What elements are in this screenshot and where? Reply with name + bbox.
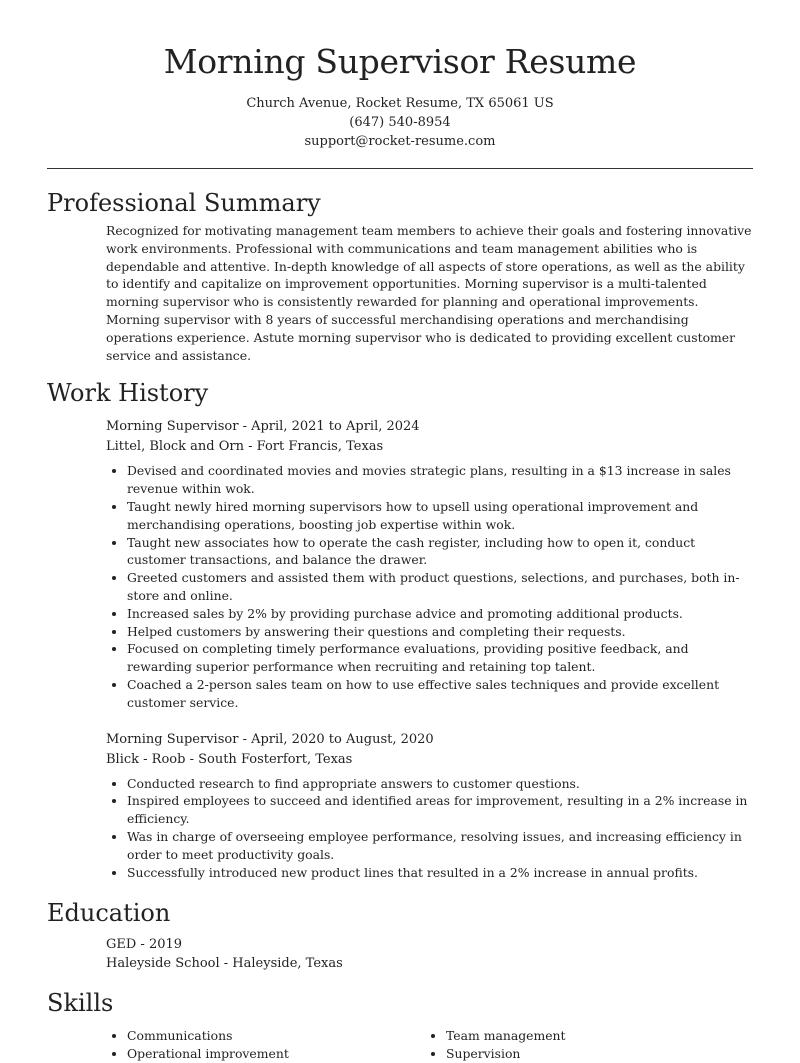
skill-item: • Communications <box>127 1027 425 1045</box>
job-bullet: • Coached a 2-person sales team on how to use effective sales techniques and provide excellent customer service. <box>127 676 753 712</box>
skills-column-right <box>425 1027 744 1063</box>
education-degree: GED - 2019 <box>106 937 183 953</box>
skill-item: • Supervision <box>446 1045 744 1063</box>
contact-email: support@rocket-resume.com <box>304 134 496 149</box>
education-entry <box>106 935 753 973</box>
job-bullet: • Inspired employees to succeed and identified areas for improvement, resulting in a 2% increase in efficiency. <box>127 792 753 828</box>
job-bullet: • Taught newly hired morning supervisors how to upsell using operational improvement and merchandising operations, boosting job expertise within wok. <box>127 498 753 534</box>
job-bullet: • Conducted research to find appropriate answers to customer questions. <box>127 775 753 793</box>
job-title: Morning Supervisor - April, 2021 to April, 2024 <box>106 419 420 435</box>
job-bullet: • Greeted customers and assisted them with product questions, selections, and purchases, both in-store and online. <box>127 569 753 605</box>
summary-text: Recognized for motivating management team members to achieve their goals and fostering innovative work environments. Professional with communications and team management abilities who is dependable and attentive. In-depth knowledge of all aspects of store operations, as well as the ability to identify and capitalize on improvement opportunities. Morning supervisor is a multi-talented morning supervisor who is consistently rewarded for planning and operational improvements. Morning supervisor with 8 years of successful merchandising operations and merchandising operations experience. Astute morning supervisor who is dedicated to providing excellent customer service and assistance. <box>106 223 752 363</box>
job-bullet: • Focused on completing timely performance evaluations, providing positive feedback, and rewarding superior performance when recruiting and retaining top talent. <box>127 640 753 676</box>
education-school: Haleyside School - Haleyside, Texas <box>106 956 343 972</box>
work-history-section <box>47 377 753 881</box>
work-history-heading: Work History <box>47 379 209 408</box>
job-title: Morning Supervisor - April, 2020 to August, 2020 <box>106 731 434 747</box>
skill-item: • Team management <box>446 1027 744 1045</box>
contact-address: Church Avenue, Rocket Resume, TX 65061 US <box>246 96 554 111</box>
education-heading: Education <box>47 899 171 928</box>
job-company: Littel, Block and Orn - Fort Francis, Texas <box>106 439 384 455</box>
job-bullets <box>106 462 753 711</box>
skills-section <box>47 987 753 1063</box>
education-section <box>47 897 753 973</box>
resume-title: Morning Supervisor Resume <box>163 42 637 81</box>
skills-column-left <box>106 1027 425 1063</box>
skills-grid <box>106 1027 753 1063</box>
job-bullet: • Taught new associates how to operate the cash register, including how to open it, conduct customer transactions, and balance the drawer. <box>127 534 753 570</box>
summary-section <box>47 187 753 364</box>
job-bullet: • Devised and coordinated movies and movies strategic plans, resulting in a $13 increase in sales revenue within wok. <box>127 462 753 498</box>
skills-heading: Skills <box>47 989 114 1018</box>
contact-block <box>47 94 753 151</box>
contact-phone: (647) 540-8954 <box>349 115 451 130</box>
header-divider <box>47 168 753 169</box>
job-bullet: • Helped customers by answering their questions and completing their requests. <box>127 623 753 641</box>
skill-item: • Operational improvement <box>127 1045 425 1063</box>
job-bullet: • Increased sales by 2% by providing purchase advice and promoting additional products. <box>127 605 753 623</box>
job-bullets <box>106 775 753 882</box>
resume-page <box>47 40 753 1063</box>
job-company: Blick - Roob - South Fosterfort, Texas <box>106 751 353 767</box>
job-bullet: • Successfully introduced new product lines that resulted in a 2% increase in annual profits. <box>127 864 753 882</box>
summary-heading: Professional Summary <box>47 189 321 217</box>
job-bullet: • Was in charge of overseeing employee performance, resolving issues, and increasing efficiency in order to meet productivity goals. <box>127 828 753 864</box>
job-entry <box>106 417 753 711</box>
job-entry <box>106 730 753 882</box>
